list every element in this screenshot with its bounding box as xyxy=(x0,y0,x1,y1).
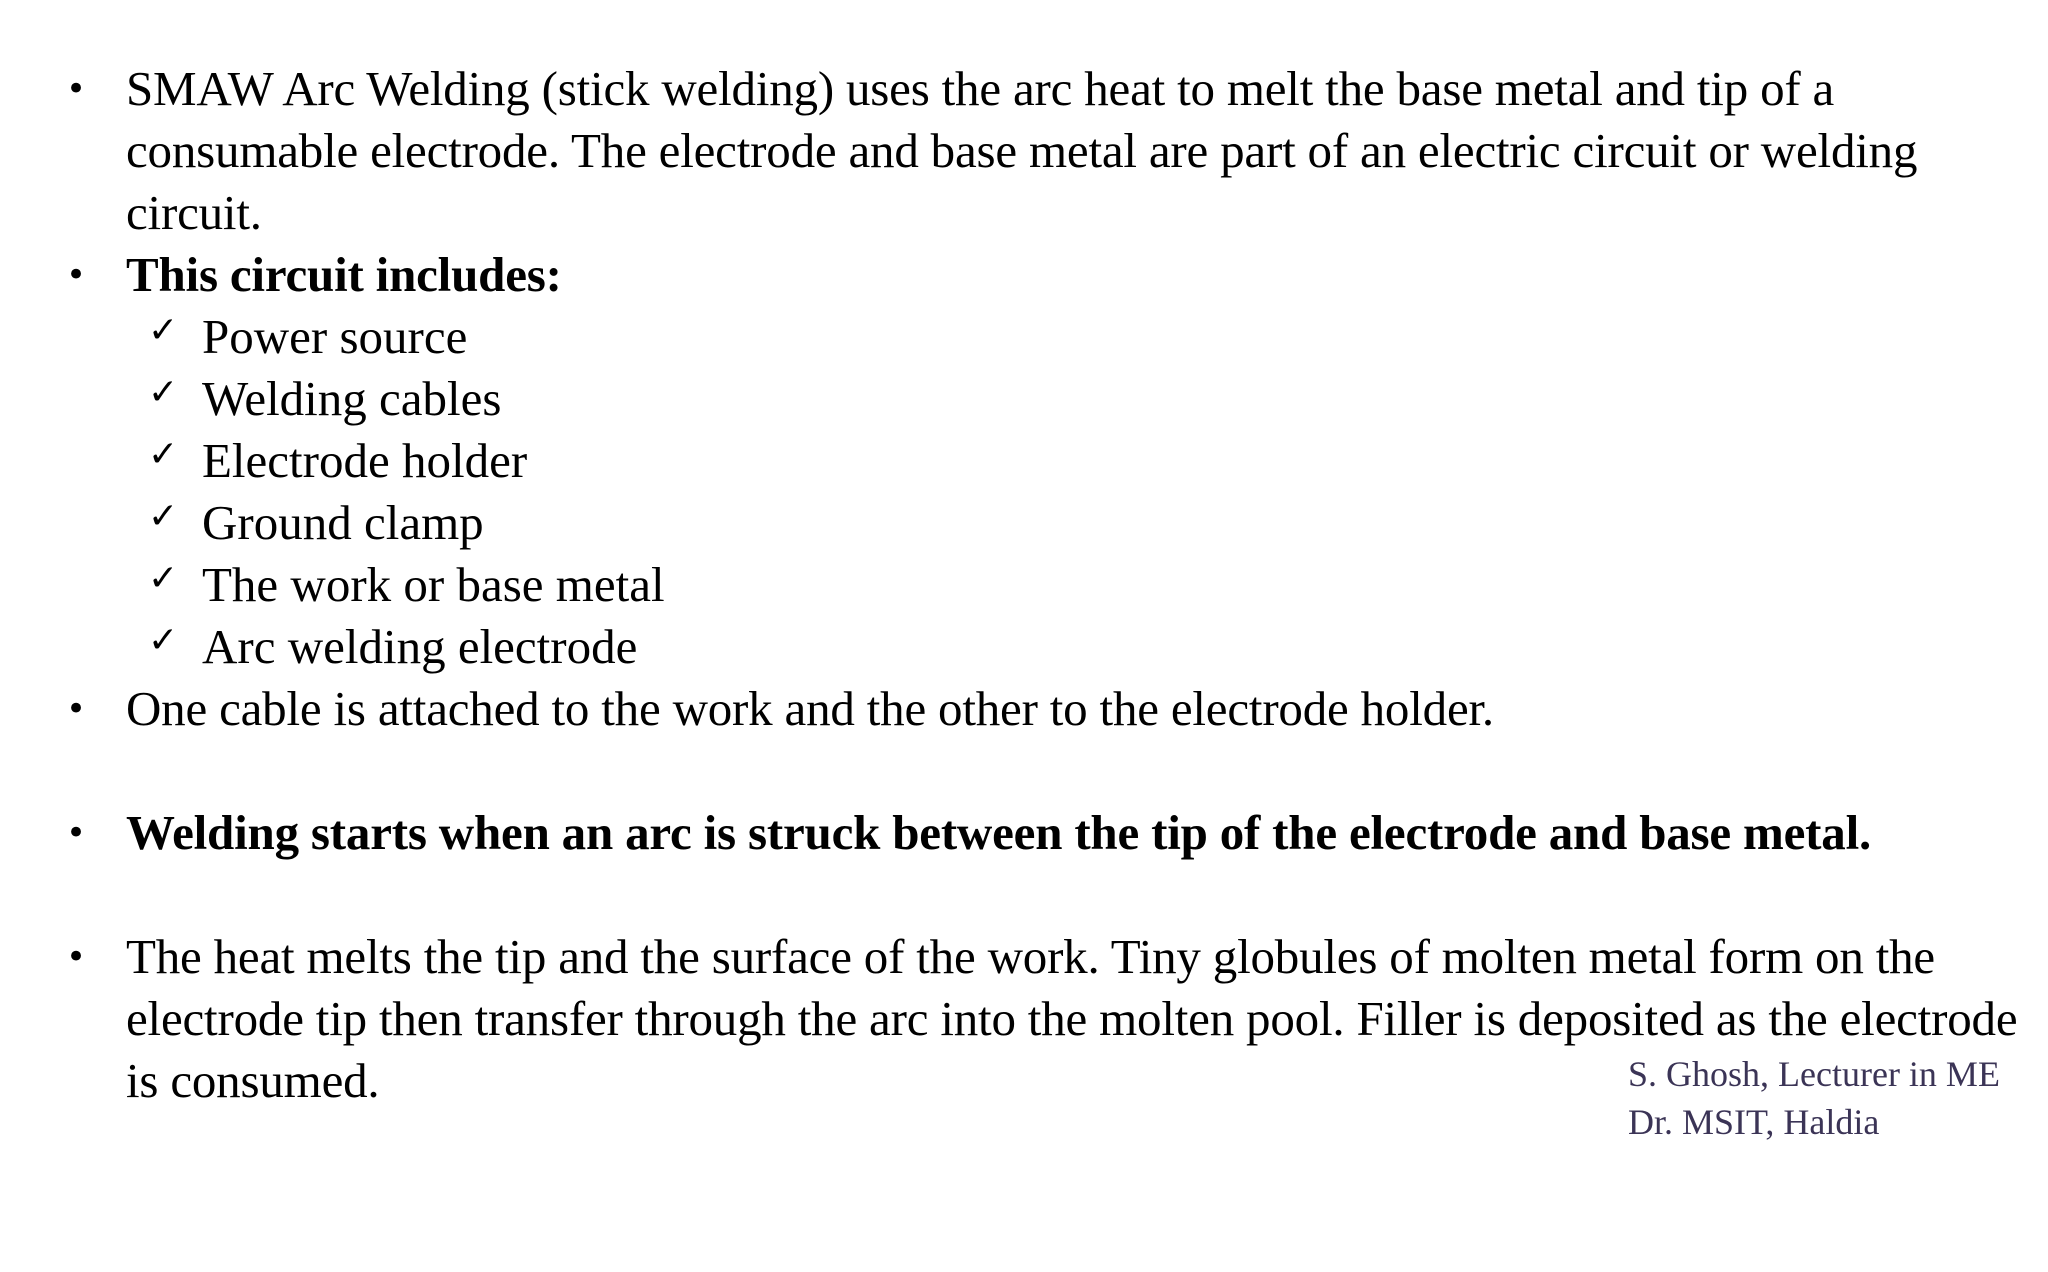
bullet-text: Welding starts when an arc is struck between the tip of the electrode and base metal. xyxy=(126,805,1872,860)
check-list-item xyxy=(148,368,2048,430)
bullet-item-intro xyxy=(66,58,2026,244)
bullet-icon: • xyxy=(66,255,86,295)
bullet-text: One cable is attached to the work and the other to the electrode holder. xyxy=(126,681,1494,736)
checkmark-icon: ✓ xyxy=(148,496,179,537)
bullet-item-circuit-includes xyxy=(66,244,2026,306)
check-item-label: Welding cables xyxy=(202,371,502,426)
check-item-label: Arc welding electrode xyxy=(202,619,638,674)
bullet-item-welding-starts xyxy=(66,802,2026,864)
circuit-items-container xyxy=(66,306,2026,678)
check-list-item xyxy=(148,430,2048,492)
checkmark-icon: ✓ xyxy=(148,620,179,661)
check-item-label: Ground clamp xyxy=(202,495,484,550)
check-list-item xyxy=(148,554,2048,616)
bullet-text: SMAW Arc Welding (stick welding) uses the arc heat to melt the base metal and tip of a consumable electrode. The electrode and base metal are part of an electric circuit or welding circuit. xyxy=(126,61,1918,240)
bullet-text: The heat melts the tip and the surface of the work. Tiny globules of molten metal form on the electrode tip then transfer through the arc into the molten pool. Filler is deposited as the electrode is consumed. xyxy=(126,929,2018,1108)
spacer xyxy=(66,864,2026,926)
author-credit xyxy=(1628,1050,2000,1146)
bullet-icon: • xyxy=(66,689,86,729)
check-list xyxy=(148,306,2048,678)
check-item-label: Power source xyxy=(202,309,468,364)
check-list-item xyxy=(148,492,2048,554)
check-item-label: The work or base metal xyxy=(202,557,665,612)
check-list-item xyxy=(148,616,2048,678)
bullet-icon: • xyxy=(66,69,86,109)
check-list-item xyxy=(148,306,2048,368)
bullet-list xyxy=(66,58,2026,1112)
checkmark-icon: ✓ xyxy=(148,372,179,413)
check-item-label: Electrode holder xyxy=(202,433,528,488)
bullet-item-cable xyxy=(66,678,2026,740)
checkmark-icon: ✓ xyxy=(148,434,179,475)
spacer xyxy=(66,740,2026,802)
credit-line-institution: Dr. MSIT, Haldia xyxy=(1628,1102,1880,1142)
bullet-icon: • xyxy=(66,813,86,853)
credit-line-name: S. Ghosh, Lecturer in ME xyxy=(1628,1054,2000,1094)
bullet-text: This circuit includes: xyxy=(126,247,562,302)
checkmark-icon: ✓ xyxy=(148,558,179,599)
checkmark-icon: ✓ xyxy=(148,310,179,351)
bullet-icon: • xyxy=(66,937,86,977)
